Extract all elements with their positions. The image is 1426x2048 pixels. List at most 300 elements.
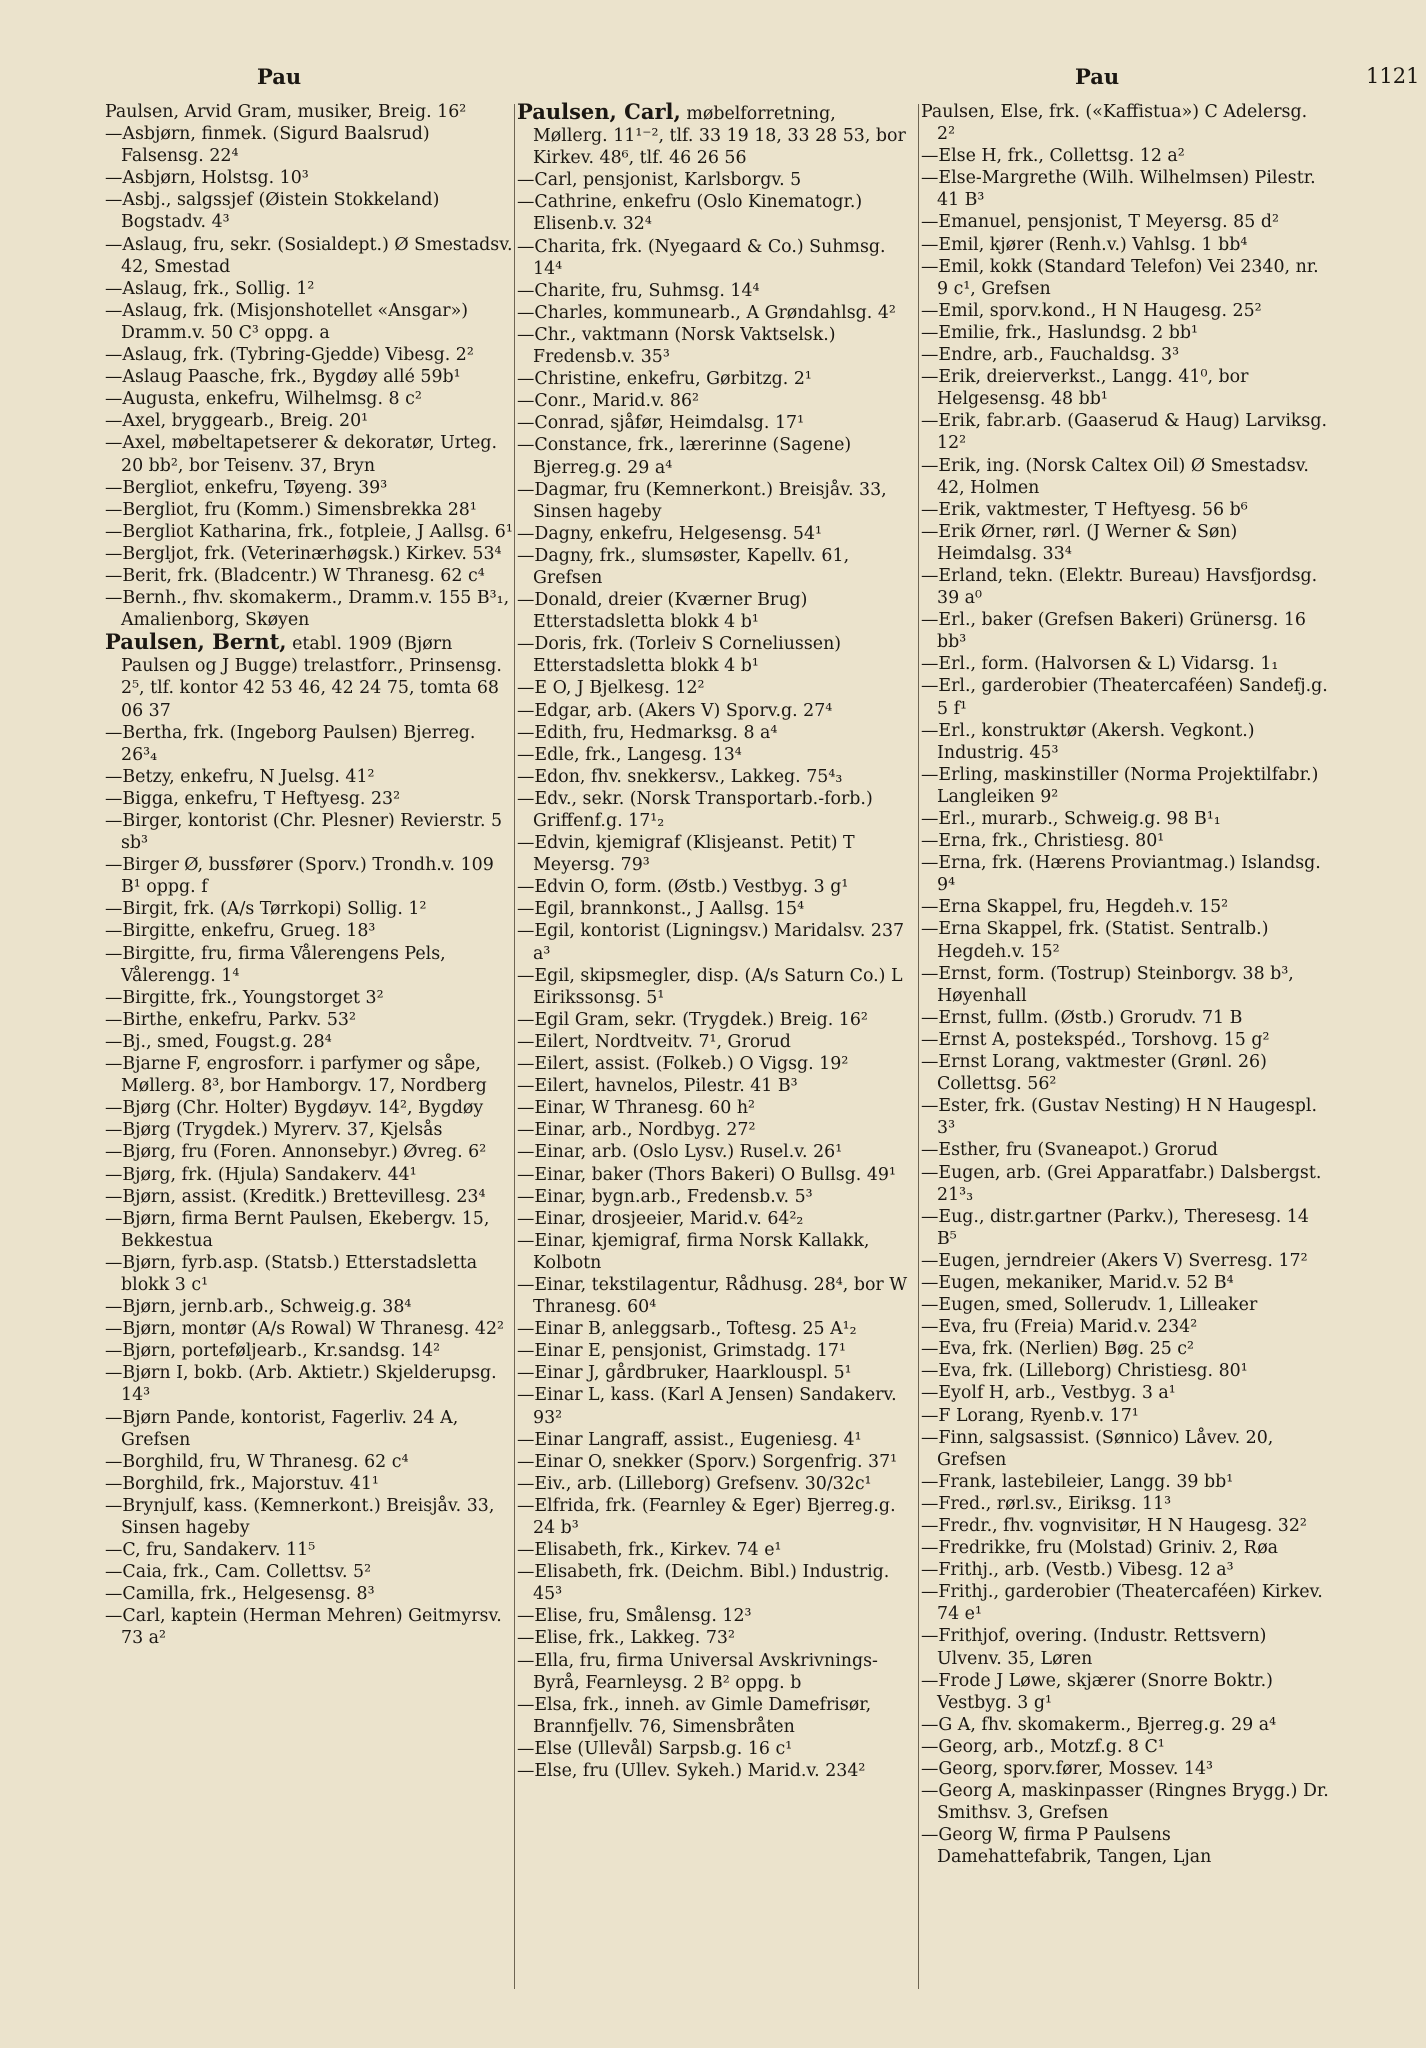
entry-text: —Eilert, assist. (Folkeb.) O Vigsg. 19² [517,1054,849,1075]
directory-entry [921,963,1329,1007]
directory-entry [517,412,915,434]
directory-entry [105,854,513,898]
entry-text: —Einar, tekstilagentur, Rådhusg. 28⁴, bor W Thranesg. 60⁴ [517,1274,908,1318]
directory-entry [921,366,1329,410]
directory-entry [921,1051,1329,1095]
entry-text: —Einar, kjemigraf, firma Norsk Kallakk, Kolbotn [517,1230,870,1273]
entry-text: —Georg W, firma P Paulsens Damehattefabrik, Tangen, Ljan [921,1825,1212,1868]
entry-text: —Bjørn Pande, kontorist, Fagerliv. 24 A, Grefsen [105,1407,459,1450]
entry-text: møbelforretning, Møllerg. 11¹⁻², tlf. 33 19 18, 33 28 53, bor Kirkev. 48⁶, tlf. 46 26 56 [533,104,906,169]
directory-entry [517,1031,915,1053]
entry-text: —Aslaug, frk., Sollig. 1² [105,278,315,299]
directory-entry [105,1362,513,1406]
directory-entry [105,1539,513,1561]
entry-heading-name: Paulsen, Bernt, [105,629,287,655]
directory-entry [105,1318,513,1340]
entry-text: —Emilie, frk., Haslundsg. 2 bb¹ [921,322,1198,343]
directory-entry [921,1382,1329,1404]
entry-text: —Einar O, snekker (Sporv.) Sorgenfrig. 37¹ [517,1451,898,1472]
directory-entry [517,1451,915,1473]
directory-entry [517,1760,915,1782]
directory-entry [517,1627,915,1649]
directory-entry [105,1141,513,1163]
entry-text: —Einar J, gårdbruker, Haarklouspl. 5¹ [517,1363,852,1384]
directory-entry [921,1670,1329,1714]
directory-entry [105,344,513,366]
entry-text: —Eiv., arb. (Lilleborg) Grefsenv. 30/32c¹ [517,1473,872,1494]
directory-entry [105,300,513,344]
directory-entry [517,832,915,876]
entry-text: —Else-Margrethe (Wilh. Wilhelmsen) Pilestr. 41 B³ [921,168,1316,211]
entry-text: —Eva, frk. (Lilleborg) Christiesg. 80¹ [921,1361,1248,1382]
page-number: 1121 [1366,64,1420,88]
directory-entry [517,236,915,280]
directory-entry [517,368,915,390]
directory-entry [105,101,513,123]
entry-text: —Einar Langraff, assist., Eugeniesg. 4¹ [517,1429,862,1450]
entry-text: —Einar B, anleggsarb., Toftesg. 25 A¹₂ [517,1319,857,1340]
entry-text: —Bjørn, jernb.arb., Schweig.g. 38⁴ [105,1297,412,1318]
entry-text: Paulsen, Else, frk. («Kaffistua») C Adelersg. 2² [921,102,1308,145]
entry-text: —Else H, frk., Collettsg. 12 a² [921,146,1185,167]
entry-text: —Elisabeth, frk., Kirkev. 74 e¹ [517,1540,782,1561]
entry-text: —Eyolf H, arb., Vestbyg. 3 a¹ [921,1383,1176,1404]
entry-text: —Doris, frk. (Torleiv S Corneliussen) Etterstadsletta blokk 4 b¹ [517,634,842,677]
entry-text: —Frode J Løwe, skjærer (Snorre Boktr.) Vestbyg. 3 g¹ [921,1670,1273,1713]
directory-entry [921,1007,1329,1029]
entry-text: —Edle, frk., Langesg. 13⁴ [517,744,742,765]
entry-text: —Charles, kommunearb., A Grøndahlsg. 4² [517,302,896,323]
entry-text: —Endre, arb., Fauchaldsg. 3³ [921,345,1180,366]
directory-entry [517,700,915,722]
entry-text: —Borghild, frk., Majorstuv. 41¹ [105,1473,379,1494]
entry-text: —Erl., garderobier (Theatercaféen) Sandefj.g. 5 f¹ [921,676,1328,719]
entry-text: —Einar L, kass. (Karl A Jensen) Sandakerv. 93² [517,1385,897,1428]
directory-entry [105,123,513,167]
directory-entry [105,987,513,1009]
directory-entry [921,1427,1329,1471]
directory-entry [517,1186,915,1208]
directory-entry [517,920,915,964]
entry-text: —Donald, dreier (Kværner Brug) Etterstadsletta blokk 4 b¹ [517,590,808,633]
directory-entry [517,545,915,589]
entry-text: —Erna Skappel, fru, Hegdeh.v. 15² [921,897,1229,918]
entry-text: —Emil, sporv.kond., H N Haugesg. 25² [921,300,1262,321]
directory-entry [921,896,1329,918]
entry-text: —G A, fhv. skomakerm., Bjerreg.g. 29 a⁴ [921,1714,1277,1735]
directory-entry [921,234,1329,256]
entry-text: —Bj., smed, Fougst.g. 28⁴ [105,1031,332,1052]
directory-entry [105,189,513,233]
directory-entry [517,169,915,191]
entry-text: —Bjarne F, engrosforr. i parfymer og såpe, Møllerg. 8³, bor Hamborgv. 17, Nordberg [105,1054,487,1097]
directory-entry [105,499,513,521]
directory-entry [921,1824,1329,1868]
entry-text: —Chr., vaktmann (Norsk Vaktselsk.) Fredensb.v. 35³ [517,324,836,368]
directory-entry [517,280,915,302]
entry-text: —Edvin, kjemigraf (Klisjeanst. Petit) T Meyersg. 79³ [517,833,855,876]
directory-entry [105,432,513,476]
directory-entry [921,167,1329,211]
directory-entry [105,1009,513,1031]
entry-text: —Erna, frk. (Hærens Proviantmag.) Islandsg. 9⁴ [921,853,1321,896]
directory-entry [921,1029,1329,1051]
entry-text: —Eilert, Nordtveitv. 7¹, Grorud [517,1031,791,1052]
directory-entry [105,565,513,587]
directory-entry [517,1009,915,1031]
entry-text: —Asbjørn, Holstsg. 10³ [105,168,309,189]
directory-entry [105,388,513,410]
directory-column-2 [517,101,915,1782]
directory-entry [921,764,1329,808]
directory-column-3 [921,101,1329,1869]
entry-text: —Elfrida, frk. (Fearnley & Eger) Bjerreg.g. 24 b³ [517,1495,896,1538]
directory-entry [105,1340,513,1362]
entry-text: —Frank, lastebileier, Langg. 39 bb¹ [921,1471,1234,1492]
directory-entry [921,1272,1329,1294]
directory-entry [517,1274,915,1318]
entry-text: —Fredrikke, fru (Molstad) Griniv. 2, Røa [921,1538,1279,1559]
entry-text: —Bjørn, porteføljearb., Kr.sandsg. 14² [105,1341,441,1362]
entry-text: —Bjørn I, bokb. (Arb. Aktietr.) Skjelderupsg. 14³ [105,1363,497,1406]
entry-text: —Aslaug, fru, sekr. (Sosialdept.) Ø Smestadsv. 42, Smestad [105,234,513,277]
entry-text: —Else (Ullevål) Sarpsb.g. 16 c¹ [517,1738,793,1759]
directory-entry [921,410,1329,454]
directory-column-1 [105,101,513,1650]
entry-text: —Erl., baker (Grefsen Bakeri) Grünersg. 16 bb³ [921,610,1306,653]
directory-entry [921,300,1329,322]
entry-text: —Einar, drosjeeier, Marid.v. 64²₂ [517,1208,804,1229]
directory-entry [921,499,1329,521]
entry-text: —Edon, fhv. snekkersv., Lakkeg. 75⁴₃ [517,766,843,787]
directory-entry [517,191,915,235]
directory-entry [921,455,1329,499]
entry-text: —Elise, fru, Smålensg. 12³ [517,1606,752,1627]
entry-text: —Egil, brannkonst., J Aallsg. 15⁴ [517,899,805,920]
directory-entry [921,675,1329,719]
directory-entry [105,920,513,942]
directory-entry [105,1119,513,1141]
entry-text: —E O, J Bjelkesg. 12² [517,678,705,699]
directory-entry [921,1537,1329,1559]
entry-text: —Ernst A, postekspéd., Torshovg. 15 g² [921,1029,1270,1050]
directory-entry [105,1561,513,1583]
directory-entry [105,722,513,766]
directory-entry [517,1097,915,1119]
entry-text: —Erik, vaktmester, T Heftyesg. 56 b⁶ [921,499,1248,520]
directory-entry [517,1495,915,1539]
directory-entry [105,1451,513,1473]
entry-text: —Dagny, enkefru, Helgesensg. 54¹ [517,523,823,544]
directory-entry [105,1053,513,1097]
directory-entry [517,1230,915,1274]
directory-entry [105,1031,513,1053]
entry-text: Paulsen, Arvid Gram, musiker, Breig. 16² [105,102,467,122]
entry-text: —Erik, fabr.arb. (Gaaserud & Haug) Larviksg. 12² [921,411,1328,454]
entry-text: —Constance, frk., lærerinne (Sagene) Bjerreg.g. 29 a⁴ [517,435,852,478]
entry-text: —Betzy, enkefru, N Juelsg. 41² [105,766,375,787]
entry-text: —Edgar, arb. (Akers V) Sporv.g. 27⁴ [517,700,833,721]
entry-text: —Frithjof, overing. (Industr. Rettsvern) Ulvenv. 35, Løren [921,1626,1267,1669]
directory-entry [921,1316,1329,1338]
entry-text: —Einar, bygn.arb., Fredensb.v. 5³ [517,1186,813,1207]
directory-entry [921,1471,1329,1493]
directory-entry [921,852,1329,896]
entry-text: —Fred., rørl.sv., Eiriksg. 11³ [921,1493,1172,1514]
entry-text: —Bergliot Katharina, frk., fotpleie, J Aallsg. 6¹ [105,521,513,542]
entry-text: —Bjørg (Trygdek.) Myrerv. 37, Kjelsås [105,1120,443,1141]
entry-text: —Eug., distr.gartner (Parkv.), Theresesg. 14 B⁵ [921,1206,1309,1249]
entry-text: —Birger, kontorist (Chr. Plesner) Revierstr. 5 sb³ [105,811,503,854]
entry-text: —Einar E, pensjonist, Grimstadg. 17¹ [517,1341,846,1362]
entry-text: —Esther, fru (Svaneapot.) Grorud [921,1140,1218,1161]
directory-entry [105,521,513,543]
directory-entry [105,587,513,631]
directory-entry [105,1495,513,1539]
directory-entry [517,1738,915,1760]
entry-text: —Carl, pensjonist, Karlsborgv. 5 [517,170,802,191]
entry-text: —Fredr., fhv. vognvisitør, H N Haugesg. 32² [921,1516,1307,1536]
entry-text: —Camilla, frk., Helgesensg. 8³ [105,1584,375,1605]
directory-entry [517,1075,915,1097]
entry-text: —F Lorang, Ryenb.v. 17¹ [921,1405,1139,1426]
directory-entry [105,477,513,499]
directory-entry [517,722,915,744]
entry-text: —Charite, fru, Suhmsg. 14⁴ [517,280,760,301]
directory-entry [105,1164,513,1186]
running-head-left: Pau [257,64,302,89]
directory-entry [517,876,915,898]
entry-text: —Emil, kokk (Standard Telefon) Vei 2340, nr. 9 c¹, Grefsen [921,256,1319,299]
entry-text: —Ernst, form. (Tostrup) Steinborgv. 38 b³, Høyenhall [921,963,1294,1006]
directory-entry [921,1338,1329,1360]
directory-entry [105,410,513,432]
entry-text: —Axel, møbeltapetserer & dekoratør, Urteg. 20 bb², bor Teisenv. 37, Bryn [105,433,497,476]
entry-text: —Bernh., fhv. skomakerm., Dramm.v. 155 B³₁, Amalienborg, Skøyen [105,588,510,631]
directory-entry [921,521,1329,565]
directory-entry [921,720,1329,764]
entry-text: —Bjørn, montør (A/s Rowal) W Thranesg. 42² [105,1319,504,1340]
entry-text: —Birthe, enkefru, Parkv. 53² [105,1009,356,1030]
entry-text: —Erling, maskinstiller (Norma Projektilfabr.) Langleiken 9² [921,764,1319,807]
directory-entry [517,1208,915,1230]
directory-entry [921,1581,1329,1625]
entry-text: —Erl., form. (Halvorsen & L) Vidarsg. 1₁ [921,654,1279,675]
entry-text: —Asbjørn, finmek. (Sigurd Baalsrud) Falsensg. 22⁴ [105,124,430,167]
directory-entry [105,278,513,300]
entry-text: —Erl., konstruktør (Akersh. Vegkont.) Industrig. 45³ [921,720,1255,763]
directory-entry [921,1559,1329,1581]
entry-text: —Conrad, sjåfør, Heimdalsg. 17¹ [517,413,805,434]
directory-entry [517,965,915,1009]
entry-text: —Frithj., garderobier (Theatercaféen) Kirkev. 74 e¹ [921,1582,1323,1625]
entry-text: —Bergliot, enkefru, Tøyeng. 39³ [105,477,388,498]
directory-entry [921,1780,1329,1824]
entry-text: —Georg A, maskinpasser (Ringnes Brygg.) Dr. Smithsv. 3, Grefsen [921,1781,1329,1824]
entry-text: —Birgit, frk. (A/s Tørrkopi) Sollig. 1² [105,899,427,920]
directory-entry [517,101,915,169]
directory-entry [921,1250,1329,1272]
entry-text: —Augusta, enkefru, Wilhelmsg. 8 c² [105,389,422,410]
entry-text: —Eugen, jerndreier (Akers V) Sverresg. 17² [921,1250,1308,1271]
directory-entry [105,234,513,278]
directory-entry [105,788,513,810]
directory-entry [921,344,1329,366]
directory-entry [921,808,1329,830]
entry-text: —Elise, frk., Lakkeg. 73² [517,1628,735,1649]
entry-text: —Edvin O, form. (Østb.) Vestbyg. 3 g¹ [517,877,849,898]
directory-entry [517,589,915,633]
entry-text: —Edv., sekr. (Norsk Transportarb.-forb.) Griffenf.g. 17¹₂ [517,788,873,831]
directory-entry [921,1294,1329,1316]
directory-entry [517,1362,915,1384]
entry-text: —Eugen, smed, Sollerudv. 1, Lilleaker [921,1295,1258,1316]
entry-text: —Christine, enkefru, Gørbitzg. 2¹ [517,369,812,390]
entry-text: —Bertha, frk. (Ingeborg Paulsen) Bjerreg. 26³₄ [105,722,476,765]
directory-entry [105,543,513,565]
entry-text: —Eilert, havnelos, Pilestr. 41 B³ [517,1076,798,1097]
directory-entry [921,322,1329,344]
directory-entry [921,1493,1329,1515]
directory-entry [921,918,1329,962]
entry-text: —Erl., murarb., Schweig.g. 98 B¹₁ [921,809,1221,829]
entry-text: —Carl, kaptein (Herman Mehren) Geitmyrsv. 73 a² [105,1606,502,1649]
directory-entry [105,167,513,189]
entry-text: —Charita, frk. (Nyegaard & Co.) Suhmsg. 14⁴ [517,236,886,279]
directory-entry [921,830,1329,852]
directory-entry [517,1119,915,1141]
directory-entry [517,324,915,368]
entry-text: —Bergliot, fru (Komm.) Simensbrekka 28¹ [105,499,477,520]
entry-text: —Dagmar, fru (Kemnerkont.) Breisjåv. 33, Sinsen hageby [517,479,887,522]
entry-text: —Einar, baker (Thors Bakeri) O Bullsg. 49¹ [517,1164,896,1185]
entry-text: —Berit, frk. (Bladcentr.) W Thranesg. 62 c⁴ [105,565,485,586]
entry-text: —Borghild, fru, W Thranesg. 62 c⁴ [105,1451,409,1472]
entry-text: —Else, fru (Ullev. Sykeh.) Marid.v. 234² [517,1761,866,1782]
directory-entry [105,1097,513,1119]
running-head-right: Pau [1075,64,1120,89]
entry-text: —Eva, frk. (Nerlien) Bøg. 25 c² [921,1339,1195,1360]
entry-text: —Bjørn, assist. (Kreditk.) Brettevillesg. 23⁴ [105,1186,486,1207]
directory-entry [921,1162,1329,1206]
entry-text: —Einar, arb., Nordbyg. 27² [517,1120,756,1141]
entry-text: —Einar, arb. (Oslo Lysv.) Rusel.v. 26¹ [517,1142,843,1163]
directory-entry [921,145,1329,167]
directory-entry [105,943,513,987]
entry-text: —Georg, arb., Motzf.g. 8 C¹ [921,1736,1165,1757]
directory-entry [517,766,915,788]
entry-text: —Aslaug, frk. (Tybring-Gjedde) Vibesg. 2² [105,345,474,366]
directory-entry [921,653,1329,675]
entry-text: —Bjørg (Chr. Holter) Bygdøyv. 14², Bygdøy [105,1098,484,1119]
directory-entry [105,1407,513,1451]
directory-entry [517,1539,915,1561]
entry-text: etabl. 1909 (Bjørn Paulsen og J Bugge) trelastforr., Prinsensg. 2⁵, tlf. kontor 42 53 46, 42 24 75, tomta 68 06 37 [121,634,502,721]
entry-text: —Dagny, frk., slumsøster, Kapellv. 61, Grefsen [517,545,850,588]
entry-text: —Einar, W Thranesg. 60 h² [517,1098,755,1119]
directory-entry [921,101,1329,145]
directory-entry [921,1625,1329,1669]
entry-text: —Bjørn, fyrb.asp. (Statsb.) Etterstadsletta blokk 3 c¹ [105,1252,478,1295]
entry-text: —Eugen, mekaniker, Marid.v. 52 B⁴ [921,1272,1234,1293]
entry-text: —Ernst Lorang, vaktmester (Grønl. 26) Collettsg. 56² [921,1052,1267,1095]
entry-text: —Bergljot, frk. (Veterinærhøgsk.) Kirkev. 53⁴ [105,543,502,564]
column-rule [514,104,515,1989]
entry-text: —Ester, frk. (Gustav Nesting) H N Haugespl. 3³ [921,1096,1317,1139]
entry-text: —Elsa, frk., inneh. av Gimle Damefrisør, Brannfjellv. 76, Simensbråten [517,1694,872,1737]
entry-text: —Asbj., salgssjef (Øistein Stokkeland) Bogstadv. 4³ [105,190,440,233]
entry-text: —Aslaug, frk. (Misjonshotellet «Ansgar») Dramm.v. 50 C³ oppg. a [105,300,469,343]
directory-entry [517,1650,915,1694]
directory-entry [517,434,915,478]
entry-text: —Egil, skipsmegler, disp. (A/s Saturn Co.) L Eirikssonsg. 5¹ [517,965,903,1008]
entry-text: —Aslaug Paasche, frk., Bygdøy allé 59b¹ [105,367,461,388]
directory-entry [517,523,915,545]
directory-entry [921,1736,1329,1758]
directory-entry [517,1561,915,1605]
directory-entry [517,1429,915,1451]
entry-text: —Egil, kontorist (Ligningsv.) Maridalsv. 237 a³ [517,921,905,964]
entry-text: —Cathrine, enkefru (Oslo Kinematogr.) Elisenb.v. 32⁴ [517,192,863,235]
entry-text: —Erik, ing. (Norsk Caltex Oil) Ø Smestadsv. 42, Holmen [921,455,1309,498]
directory-entry [921,256,1329,300]
directory-entry [517,633,915,677]
directory-entry [921,1515,1329,1537]
directory-entry [921,1714,1329,1736]
entry-text: —Emil, kjører (Renh.v.) Vahlsg. 1 bb⁴ [921,234,1248,255]
entry-text: —Erland, tekn. (Elektr. Bureau) Havsfjordsg. 39 a⁰ [921,565,1318,609]
directory-entry [105,366,513,388]
entry-text: —Caia, frk., Cam. Collettsv. 5² [105,1562,372,1583]
directory-entry [105,898,513,920]
entry-text: —Eugen, arb. (Grei Apparatfabr.) Dalsbergst. 21³₃ [921,1162,1322,1205]
entry-text: —Finn, salgsassist. (Sønnico) Låvev. 20, Grefsen [921,1427,1274,1470]
directory-entry [105,766,513,788]
directory-entry [517,1605,915,1627]
directory-entry [517,1473,915,1495]
directory-entry [105,1583,513,1605]
directory-entry [921,565,1329,609]
entry-text: —Ernst, fullm. (Østb.) Grorudv. 71 B [921,1007,1243,1028]
entry-heading-name: Paulsen, Carl, [517,99,681,124]
directory-entry [921,1139,1329,1161]
entry-text: —Brynjulf, kass. (Kemnerkont.) Breisjåv. 33, Sinsen hageby [105,1495,495,1538]
directory-entry [517,302,915,324]
entry-text: —Conr., Marid.v. 86² [517,391,699,412]
entry-text: —Birgitte, fru, firma Vålerengens Pels, Vålerengg. 1⁴ [105,943,446,986]
entry-text: —Erik, dreierverkst., Langg. 41⁰, bor Helgesensg. 48 bb¹ [921,367,1249,410]
entry-text: —Bjørn, firma Bernt Paulsen, Ekebergv. 15, Bekkestua [105,1208,490,1251]
entry-text: —Erik Ørner, rørl. (J Werner & Søn) Heimdalsg. 33⁴ [921,521,1238,564]
entry-text: —Birgitte, frk., Youngstorget 3² [105,987,384,1008]
directory-entry [517,479,915,523]
directory-entry [105,1296,513,1318]
entry-text: —Birger Ø, bussfører (Sporv.) Trondh.v. 109 B¹ oppg. f [105,855,494,898]
entry-text: —Birgitte, enkefru, Grueg. 18³ [105,921,376,942]
directory-entry [517,1164,915,1186]
entry-text: —Axel, bryggearb., Breig. 20¹ [105,411,369,432]
entry-text: —Eva, fru (Freia) Marid.v. 234² [921,1317,1198,1338]
directory-entry [517,1384,915,1428]
directory-entry [517,390,915,412]
directory-entry [517,744,915,766]
entry-text: —Bjørg, frk. (Hjula) Sandakerv. 44¹ [105,1164,417,1185]
directory-entry [517,1694,915,1738]
directory-entry [921,609,1329,653]
entry-text: —Bigga, enkefru, T Heftyesg. 23² [105,788,401,809]
directory-entry [921,1095,1329,1139]
directory-entry [105,1208,513,1252]
